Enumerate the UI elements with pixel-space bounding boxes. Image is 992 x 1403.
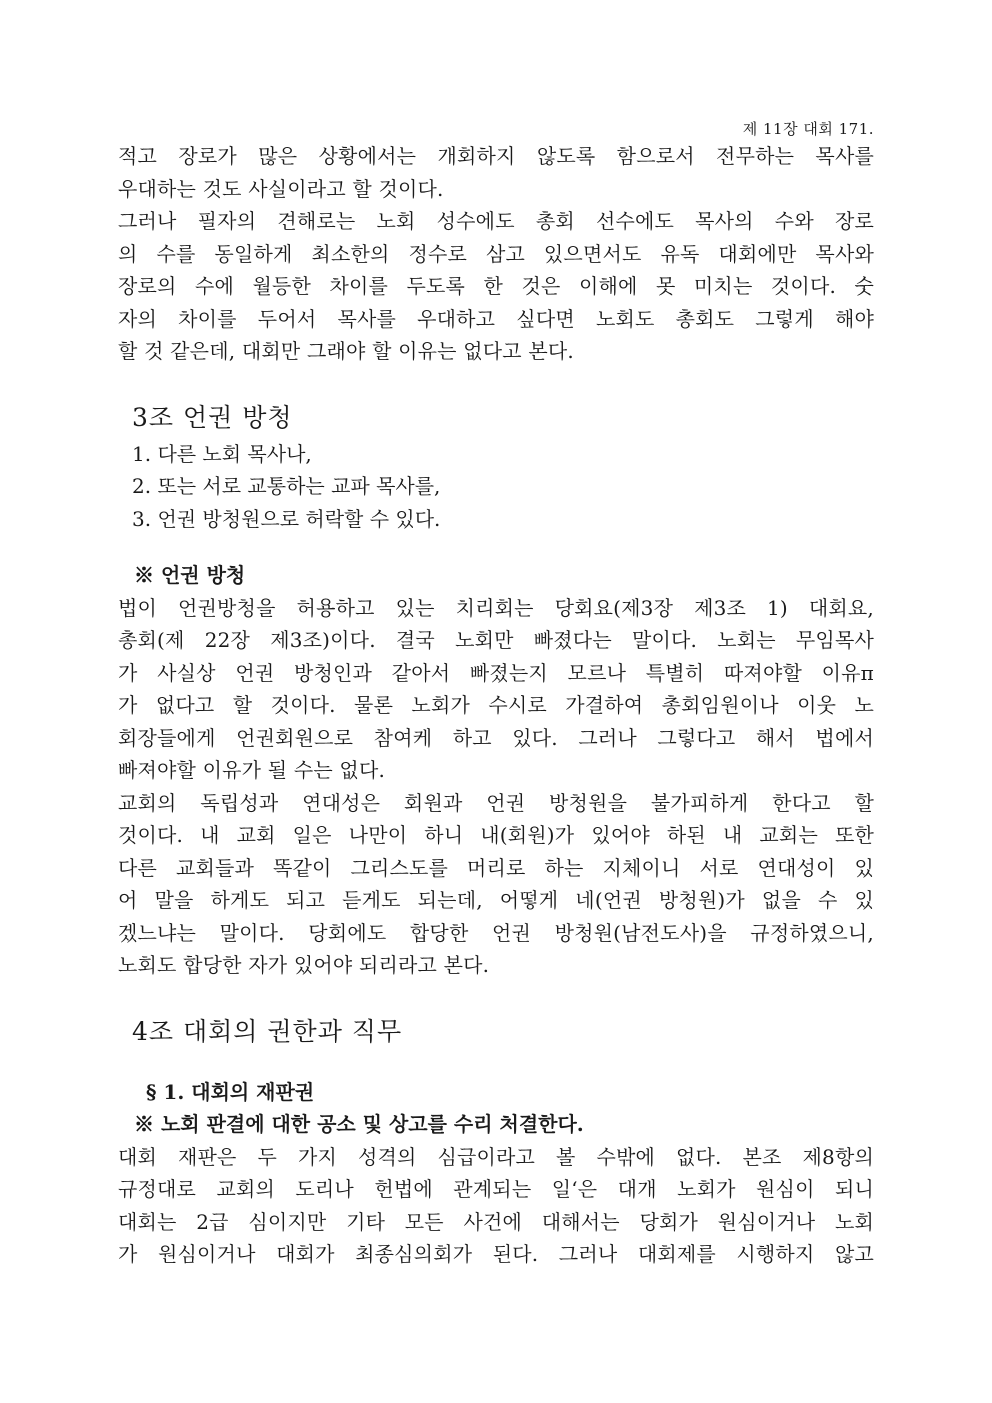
paragraph-1 — [118, 140, 874, 205]
text-line: 할 것 같은데, 대회만 그래야 할 이유는 없다고 본다. — [118, 339, 574, 363]
text-line: 규정대로 교회의 도리나 헌법에 관계되는 일‘은 대개 노회가 원심이 되니 — [118, 1177, 874, 1201]
section-3-list — [118, 438, 874, 536]
text-line: 가 없다고 할 것이다. 물론 노회가 수시로 가결하여 총회임원이나 이웃 노 — [118, 693, 874, 717]
paragraph-2 — [118, 205, 874, 368]
subsection-heading: § 1. 대회의 재판권 — [146, 1079, 315, 1104]
note-heading: ※ 언권 방청 — [134, 563, 246, 587]
text-line: 장로의 수에 월등한 차이를 두도록 한 것은 이해에 못 미치는 것이다. 숫 — [118, 274, 874, 298]
text-line: 빠져야할 이유가 될 수는 없다. — [118, 758, 386, 782]
section-4-paragraph — [118, 1141, 874, 1271]
text-line: 의 수를 동일하게 최소한의 정수로 삼고 있으면서도 유독 대회에만 목사와 — [118, 241, 874, 266]
list-item: 2. 또는 서로 교통하는 교파 목사를, — [132, 474, 441, 498]
note-paragraph-a — [118, 592, 874, 787]
text-line: 가 원심이거나 대회가 최종심의회가 된다. 그러나 대회제를 시행하지 않고 — [118, 1242, 874, 1266]
text-line: 법이 언권방청을 허용하고 있는 치리회는 당회요(제3장 제3조 1) 대회요, — [118, 595, 874, 620]
text-line: 우대하는 것도 사실이라고 할 것이다. — [118, 176, 444, 201]
text-line: 자의 차이를 두어서 목사를 우대하고 싶다면 노회도 총회도 그렇게 해야 — [118, 306, 874, 331]
list-item: 3. 언권 방청원으로 허락할 수 있다. — [132, 506, 441, 531]
note-paragraph-b — [118, 787, 874, 982]
text-line: 대회 재판은 두 가지 성격의 심급이라고 볼 수밖에 없다. 본조 제8항의 — [118, 1144, 874, 1169]
section-4-heading: 4조 대회의 권한과 직무 — [132, 1016, 403, 1046]
section-3-heading: 3조 언권 방청 — [132, 402, 293, 432]
text-line: 총회(제 22장 제3조)이다. 결국 노회만 빠졌다는 말이다. 노회는 무임목사 — [118, 628, 874, 652]
text-line: 가 사실상 언권 방청인과 같아서 빠졌는지 모르나 특별히 따져야할 이유π — [118, 660, 874, 685]
text-line: 어 말을 하게도 되고 듣게도 되는데, 어떻게 네(언권 방청원)가 없을 수 있 — [118, 888, 874, 912]
text-line: 교회의 독립성과 연대성은 회원과 언권 방청원을 불가피하게 한다고 할 — [118, 790, 874, 815]
text-line: 겠느냐는 말이다. 당회에도 합당한 언권 방청원(남전도사)을 규정하였으니, — [118, 920, 874, 945]
text-line: 대회는 2급 심이지만 기타 모든 사건에 대해서는 당회가 원심이거나 노회 — [118, 1209, 874, 1234]
page-body — [118, 140, 874, 1271]
running-head: 제 11장 대회 171. — [742, 120, 874, 138]
text-line: 노회도 합당한 자가 있어야 되리라고 본다. — [118, 953, 490, 977]
note-heading: ※ 노회 판결에 대한 공소 및 상고를 수리 처결한다. — [134, 1112, 584, 1136]
text-line: 회장들에게 언권회원으로 참여케 하고 있다. 그러나 그렇다고 해서 법에서 — [118, 725, 874, 750]
list-item: 1. 다른 노회 목사나, — [132, 441, 312, 466]
text-line: 적고 장로가 많은 상황에서는 개회하지 않도록 함으로서 전무하는 목사를 — [118, 144, 874, 168]
text-line: 것이다. 내 교회 일은 나만이 하니 내(회원)가 있어야 하된 내 교회는 또한 — [118, 823, 874, 847]
text-line: 그러나 필자의 견해로는 노회 성수에도 총회 선수에도 목사의 수와 장로 — [118, 209, 874, 233]
text-line: 다른 교회들과 똑같이 그리스도를 머리로 하는 지체이니 서로 연대성이 있 — [118, 855, 874, 880]
